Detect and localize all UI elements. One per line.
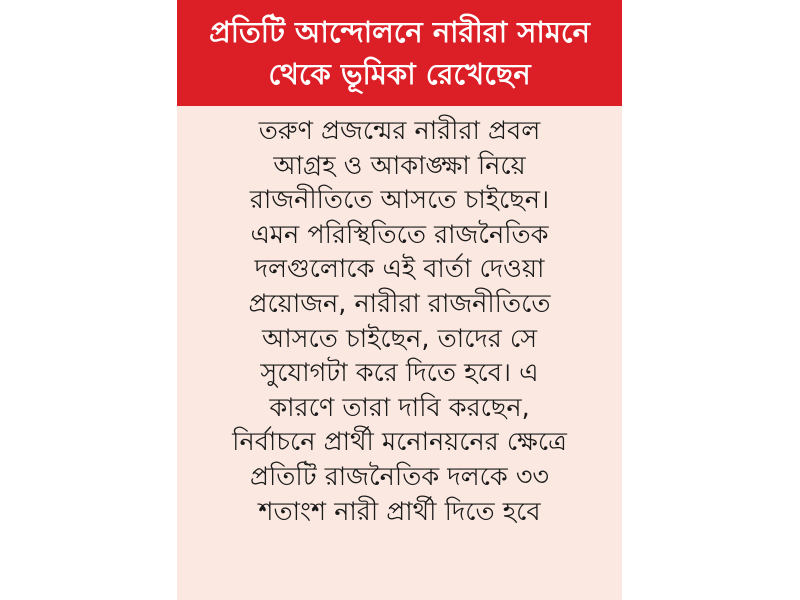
quote-card [177, 0, 622, 600]
quote-body [177, 114, 622, 529]
quote-line: নির্বাচনে প্রার্থী মনোনয়নের ক্ষেত্রে [232, 427, 567, 458]
quote-line: প্রয়োজন, নারীরা রাজনীতিতে [248, 288, 551, 319]
quote-line: এমন পরিস্থিতিতে রাজনৈতিক [250, 219, 549, 250]
quote-line: রাজনীতিতে আসতে চাইছেন। [249, 185, 550, 216]
quote-line: শতাংশ নারী প্রার্থী দিতে হবে [258, 496, 541, 527]
quote-line: আসতে চাইছেন, তাদের সে [261, 323, 538, 354]
quote-line: কারণে তারা দাবি করছেন, [269, 392, 530, 423]
headline-banner [177, 0, 622, 106]
quote-line: দলগুলোকে এই বার্তা দেওয়া [254, 254, 545, 285]
quote-line: আগ্রহ ও আকাঙ্ক্ষা নিয়ে [273, 150, 526, 181]
quote-line: প্রতিটি রাজনৈতিক দলকে ৩৩ [249, 461, 550, 492]
quote-line: সুযোগটা করে দিতে হবে। এ [260, 358, 539, 389]
quote-line: তরুণ প্রজন্মের নারীরা প্রবল [258, 116, 541, 146]
headline-line-1: প্রতিটি আন্দোলনে নারীরা সামনে [209, 15, 590, 49]
headline-line-2: থেকে ভূমিকা রেখেছেন [268, 57, 531, 91]
